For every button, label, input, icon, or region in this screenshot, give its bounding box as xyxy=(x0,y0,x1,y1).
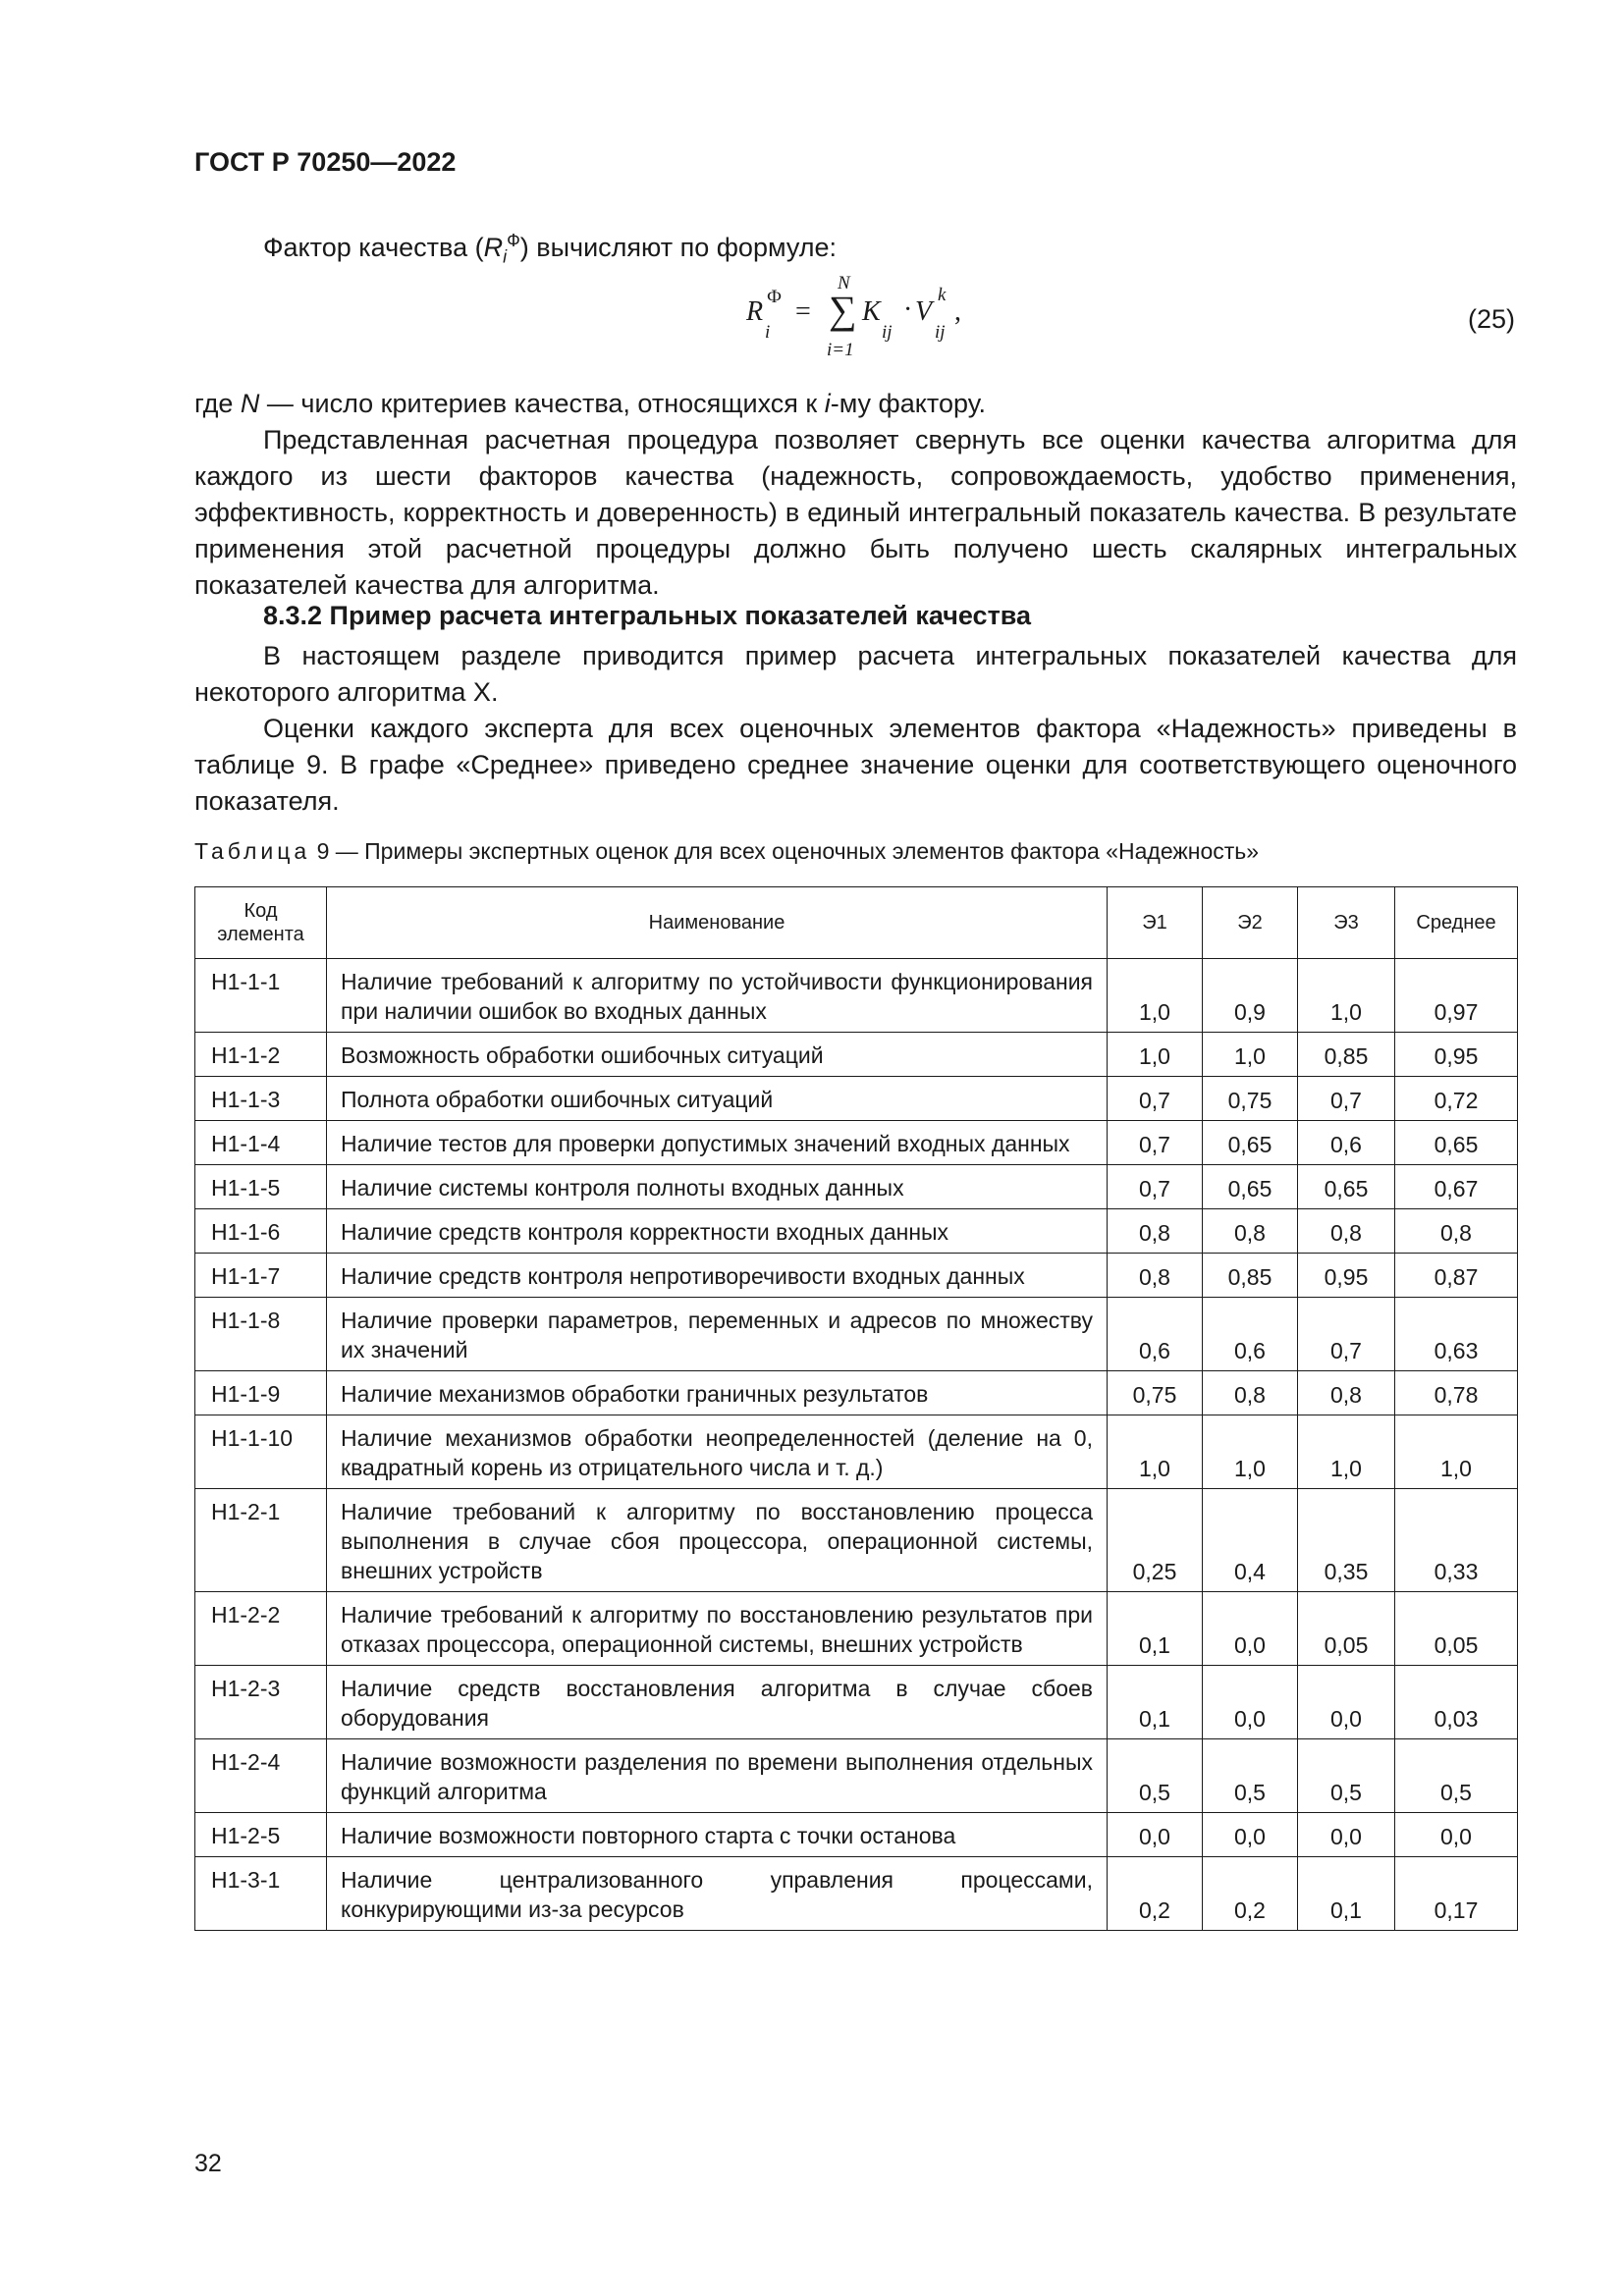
cell-code: Н1-3-1 xyxy=(195,1857,327,1931)
table-row xyxy=(195,1739,1518,1813)
cell-e2: 0,6 xyxy=(1203,1298,1298,1371)
table-caption-text: 9 — Примеры экспертных оценок для всех оценочных элементов фактора «Надежность» xyxy=(310,838,1260,864)
header-e2: Э2 xyxy=(1203,887,1298,959)
cell-e1: 0,6 xyxy=(1108,1298,1203,1371)
formula-lhs-sup: Ф xyxy=(767,287,783,307)
cell-e2: 0,65 xyxy=(1203,1121,1298,1165)
cell-e2: 1,0 xyxy=(1203,1033,1298,1077)
formula-25 xyxy=(746,273,982,371)
cell-e3: 0,7 xyxy=(1298,1298,1395,1371)
table-row xyxy=(195,1254,1518,1298)
cell-average: 0,95 xyxy=(1395,1033,1518,1077)
cell-name: Наличие проверки параметров, переменных и адресов по множеству их значений xyxy=(327,1298,1108,1371)
cell-e2: 0,65 xyxy=(1203,1165,1298,1209)
formula-number: (25) xyxy=(1468,304,1516,334)
cell-e3: 0,85 xyxy=(1298,1033,1395,1077)
formula-intro-text: Фактор качества ( xyxy=(263,233,484,262)
cell-e2: 0,8 xyxy=(1203,1371,1298,1415)
cell-code: Н1-1-5 xyxy=(195,1165,327,1209)
where-text-3: -му фактору. xyxy=(830,389,986,418)
formula-dot: · xyxy=(903,294,913,325)
formula-comma: , xyxy=(954,296,961,327)
formula-intro-text-end: ) вычисляют по формуле: xyxy=(519,233,838,262)
cell-name: Наличие централизованного управления процессами, конкурирующими из-за ресурсов xyxy=(327,1857,1108,1931)
cell-e2: 1,0 xyxy=(1203,1415,1298,1489)
table-caption-word: Таблица xyxy=(194,838,311,864)
cell-e3: 0,8 xyxy=(1298,1209,1395,1254)
cell-code: Н1-2-3 xyxy=(195,1666,327,1739)
cell-e2: 0,75 xyxy=(1203,1077,1298,1121)
cell-code: Н1-1-7 xyxy=(195,1254,327,1298)
cell-name: Наличие требований к алгоритму по восстановлению процесса выполнения в случае сбоя процессора, операционной системы, внешних устройств xyxy=(327,1489,1108,1592)
cell-e1: 0,75 xyxy=(1108,1371,1203,1415)
cell-e1: 0,8 xyxy=(1108,1209,1203,1254)
header-e3: Э3 xyxy=(1298,887,1395,959)
cell-e3: 0,6 xyxy=(1298,1121,1395,1165)
cell-e1: 1,0 xyxy=(1108,959,1203,1033)
cell-average: 0,97 xyxy=(1395,959,1518,1033)
cell-e1: 0,0 xyxy=(1108,1813,1203,1857)
section-heading-8-3-2: 8.3.2 Пример расчета интегральных показателей качества xyxy=(263,601,1032,630)
cell-e1: 0,2 xyxy=(1108,1857,1203,1931)
cell-average: 0,33 xyxy=(1395,1489,1518,1592)
table-row xyxy=(195,1165,1518,1209)
cell-e2: 0,2 xyxy=(1203,1857,1298,1931)
expert-scores-table xyxy=(194,886,1518,1931)
cell-e3: 1,0 xyxy=(1298,959,1395,1033)
cell-e1: 1,0 xyxy=(1108,1415,1203,1489)
cell-code: Н1-2-5 xyxy=(195,1813,327,1857)
cell-name: Наличие системы контроля полноты входных данных xyxy=(327,1165,1108,1209)
formula-sum-upper: N xyxy=(838,273,850,294)
cell-e3: 0,8 xyxy=(1298,1371,1395,1415)
cell-code: Н1-1-9 xyxy=(195,1371,327,1415)
header-code-line2: элемента xyxy=(217,924,304,945)
cell-e3: 0,5 xyxy=(1298,1739,1395,1813)
cell-e3: 0,95 xyxy=(1298,1254,1395,1298)
formula-intro xyxy=(263,223,1517,275)
cell-code: Н1-2-1 xyxy=(195,1489,327,1592)
cell-code: Н1-2-2 xyxy=(195,1592,327,1666)
cell-code: Н1-1-3 xyxy=(195,1077,327,1121)
cell-average: 0,78 xyxy=(1395,1371,1518,1415)
formula-v-sup: k xyxy=(938,285,947,305)
cell-e1: 0,25 xyxy=(1108,1489,1203,1592)
cell-average: 0,05 xyxy=(1395,1592,1518,1666)
cell-e1: 0,1 xyxy=(1108,1666,1203,1739)
cell-code: Н1-1-4 xyxy=(195,1121,327,1165)
table-row xyxy=(195,1298,1518,1371)
document-code-header: ГОСТ Р 70250—2022 xyxy=(194,147,457,177)
formula-intro-symbol-sub: i xyxy=(503,246,508,267)
cell-e3: 0,05 xyxy=(1298,1592,1395,1666)
page-number: 32 xyxy=(194,2150,222,2177)
formula-sum-symbol: ∑ xyxy=(829,288,857,332)
cell-e1: 0,7 xyxy=(1108,1121,1203,1165)
table-row xyxy=(195,1371,1518,1415)
table-row xyxy=(195,1077,1518,1121)
cell-name: Возможность обработки ошибочных ситуаций xyxy=(327,1033,1108,1077)
header-name: Наименование xyxy=(327,887,1108,959)
paragraph-example: В настоящем разделе приводится пример расчета интегральных показателей качества для некоторого алгоритма X. xyxy=(194,641,1517,707)
formula-equals: = xyxy=(795,296,811,327)
cell-code: Н1-1-1 xyxy=(195,959,327,1033)
cell-code: Н1-1-10 xyxy=(195,1415,327,1489)
cell-e1: 0,8 xyxy=(1108,1254,1203,1298)
cell-average: 0,17 xyxy=(1395,1857,1518,1931)
table-row xyxy=(195,1857,1518,1931)
header-code-line1: Код xyxy=(244,900,278,922)
paragraph-expert-scores: Оценки каждого эксперта для всех оценочных элементов фактора «Надежность» приведены в таблице 9. В графе «Среднее» приведено среднее значение оценки для соответствующего оценочного показателя. xyxy=(194,714,1517,816)
where-n: N xyxy=(240,389,260,418)
cell-average: 0,5 xyxy=(1395,1739,1518,1813)
cell-e3: 0,0 xyxy=(1298,1813,1395,1857)
cell-e3: 0,0 xyxy=(1298,1666,1395,1739)
cell-name: Наличие механизмов обработки граничных результатов xyxy=(327,1371,1108,1415)
where-text-2: — число критериев качества, относящихся к xyxy=(259,389,825,418)
where-text: где xyxy=(194,389,241,418)
where-line xyxy=(194,386,1517,422)
cell-e2: 0,85 xyxy=(1203,1254,1298,1298)
formula-intro-symbol: R xyxy=(483,233,504,262)
cell-average: 0,72 xyxy=(1395,1077,1518,1121)
formula-k: K xyxy=(862,296,881,327)
cell-average: 1,0 xyxy=(1395,1415,1518,1489)
cell-code: Н1-1-2 xyxy=(195,1033,327,1077)
where-i: i xyxy=(824,389,831,418)
header-e1: Э1 xyxy=(1108,887,1203,959)
cell-e3: 0,7 xyxy=(1298,1077,1395,1121)
formula-intro-symbol-sup: Ф xyxy=(507,231,520,250)
table-row xyxy=(195,1033,1518,1077)
formula-v: V xyxy=(915,296,933,327)
cell-average: 0,0 xyxy=(1395,1813,1518,1857)
header-average: Среднее xyxy=(1395,887,1518,959)
cell-average: 0,67 xyxy=(1395,1165,1518,1209)
table-row xyxy=(195,1813,1518,1857)
cell-name: Наличие требований к алгоритму по устойчивости функционирования при наличии ошибок во входных данных xyxy=(327,959,1108,1033)
formula-sum-lower: i=1 xyxy=(827,340,854,360)
table-row xyxy=(195,1415,1518,1489)
table-row xyxy=(195,1666,1518,1739)
cell-code: Н1-1-8 xyxy=(195,1298,327,1371)
table-row xyxy=(195,1209,1518,1254)
cell-average: 0,8 xyxy=(1395,1209,1518,1254)
cell-average: 0,87 xyxy=(1395,1254,1518,1298)
cell-e3: 1,0 xyxy=(1298,1415,1395,1489)
cell-e3: 0,65 xyxy=(1298,1165,1395,1209)
cell-e2: 0,8 xyxy=(1203,1209,1298,1254)
cell-e1: 0,7 xyxy=(1108,1077,1203,1121)
cell-name: Наличие механизмов обработки неопределенностей (деление на 0, квадратный корень из отрицательного числа и т. д.) xyxy=(327,1415,1108,1489)
cell-e2: 0,0 xyxy=(1203,1813,1298,1857)
cell-name: Полнота обработки ошибочных ситуаций xyxy=(327,1077,1108,1121)
cell-e2: 0,5 xyxy=(1203,1739,1298,1813)
cell-code: Н1-2-4 xyxy=(195,1739,327,1813)
cell-e1: 0,5 xyxy=(1108,1739,1203,1813)
cell-name: Наличие возможности разделения по времени выполнения отдельных функций алгоритма xyxy=(327,1739,1108,1813)
cell-name: Наличие возможности повторного старта с точки останова xyxy=(327,1813,1108,1857)
cell-average: 0,65 xyxy=(1395,1121,1518,1165)
table-header-row xyxy=(195,887,1518,959)
cell-e2: 0,4 xyxy=(1203,1489,1298,1592)
formula-lhs-sub: i xyxy=(765,322,771,343)
cell-code: Н1-1-6 xyxy=(195,1209,327,1254)
cell-e1: 0,7 xyxy=(1108,1165,1203,1209)
formula-lhs: R xyxy=(746,296,764,327)
table-row xyxy=(195,959,1518,1033)
table-row xyxy=(195,1121,1518,1165)
cell-e1: 1,0 xyxy=(1108,1033,1203,1077)
cell-e3: 0,35 xyxy=(1298,1489,1395,1592)
cell-e3: 0,1 xyxy=(1298,1857,1395,1931)
cell-name: Наличие средств контроля непротиворечивости входных данных xyxy=(327,1254,1108,1298)
cell-average: 0,63 xyxy=(1395,1298,1518,1371)
cell-e2: 0,9 xyxy=(1203,959,1298,1033)
cell-name: Наличие средств восстановления алгоритма в случае сбоев оборудования xyxy=(327,1666,1108,1739)
formula-v-sub: ij xyxy=(935,322,946,343)
cell-e2: 0,0 xyxy=(1203,1592,1298,1666)
paragraph-procedure: Представленная расчетная процедура позволяет свернуть все оценки качества алгоритма для каждого из шести факторов качества (надежность, сопровождаемость, удобство применения, эффективность, корректность и доверенность) в единый интегральный показатель качества. В результате применения этой расчетной процедуры должно быть получено шесть скалярных интегральных показателей качества для алгоритма. xyxy=(194,425,1517,600)
cell-e1: 0,1 xyxy=(1108,1592,1203,1666)
cell-e2: 0,0 xyxy=(1203,1666,1298,1739)
table-row xyxy=(195,1489,1518,1592)
cell-name: Наличие требований к алгоритму по восстановлению результатов при отказах процессора, операционной системы, внешних устройств xyxy=(327,1592,1108,1666)
formula-k-sub: ij xyxy=(882,322,893,343)
cell-average: 0,03 xyxy=(1395,1666,1518,1739)
header-code xyxy=(195,887,327,959)
cell-name: Наличие тестов для проверки допустимых значений входных данных xyxy=(327,1121,1108,1165)
table-caption xyxy=(194,838,1259,865)
cell-name: Наличие средств контроля корректности входных данных xyxy=(327,1209,1108,1254)
table-row xyxy=(195,1592,1518,1666)
